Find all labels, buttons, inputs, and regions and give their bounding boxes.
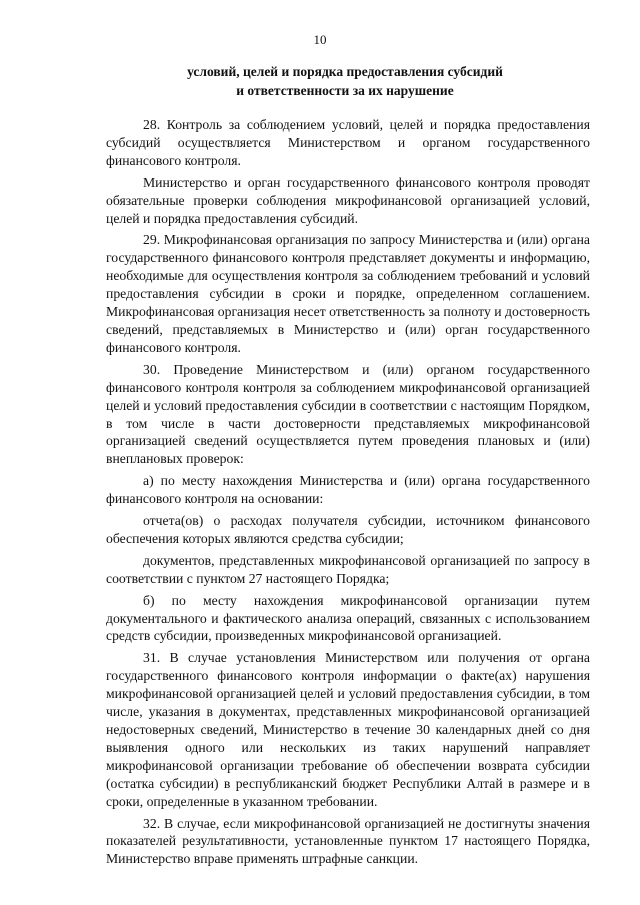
section-heading [100,62,590,100]
paragraph-28: 28. Контроль за соблюдением условий, целей и порядка предоставления субсидий осуществляется Министерством и органом государственного финансового контроля. [106,117,590,168]
paragraph-30-a-documents: документов, представленных микрофинансовой организацией по запросу в соответствии с пунктом 27 настоящего Порядка; [106,552,590,586]
paragraph-28-continued: Министерство и орган государственного финансового контроля проводят обязательные проверки соблюдения микрофинансовой организацией условий, целей и порядка предоставления субсидий. [106,174,590,226]
paragraph-30-b: б) по месту нахождения микрофинансовой организации путем документального и фактического анализа операций, связанных с использованием средств субсидии, произведенных микрофинансовой организацией. [106,592,590,644]
section-heading-line-2: и ответственности за их нарушение [236,83,454,98]
paragraph-30-a-reports: отчета(ов) о расходах получателя субсидии, источником финансового обеспечения которых являются средства субсидии; [106,513,590,546]
paragraph-31: 31. В случае установления Министерством или получения от органа государственного финансового контроля информации о факте(ах) нарушения микрофинансовой организацией целей и условий предоставления субсидии, в том числе, указания в документах, представленных микрофинансовой организацией недостоверных сведений, Министерство в течение 30 календарных дней со дня выявления одного или нескольких из таких нарушений направляет микрофинансовой организации требование об обеспечении возврата субсидии (остатка субсидии) в республиканский бюджет Республики Алтай в размере и в сроки, определенные в указанном требовании. [106,650,590,809]
page-number: 10 [313,32,327,47]
paragraph-30-a: а) по месту нахождения Министерства и (или) органа государственного финансового контроля на основании: [106,473,590,507]
section-heading-line-1: условий, целей и порядка предоставления субсидий [187,64,503,79]
paragraph-32: 32. В случае, если микрофинансовой организацией не достигнуты значения показателей результативности, установленные пунктом 17 настоящего Порядка, Министерство вправе применять штрафные санкции. [106,815,590,867]
paragraph-29: 29. Микрофинансовая организация по запросу Министерства и (или) органа государственного финансового контроля представляет документы и информацию, необходимые для осуществления контроля за соблюдением требований и условий предоставления субсидии в сроки и порядке, определенном соглашением. Микрофинансовая организация несет ответственность за полноту и достоверность сведений, представляемых в Министерство и (или) орган государственного финансового контроля. [106,232,590,355]
document-body [106,116,590,872]
paragraph-30: 30. Проведение Министерством и (или) органом государственного финансового контроля контроля за соблюдением микрофинансовой организацией целей и условий предоставления субсидии в соответствии с настоящим Порядком, в том числе в части достоверности представляемых микрофинансовой организацией сведений осуществляется путем проведения плановых и (или) внеплановых проверок: [106,361,590,467]
